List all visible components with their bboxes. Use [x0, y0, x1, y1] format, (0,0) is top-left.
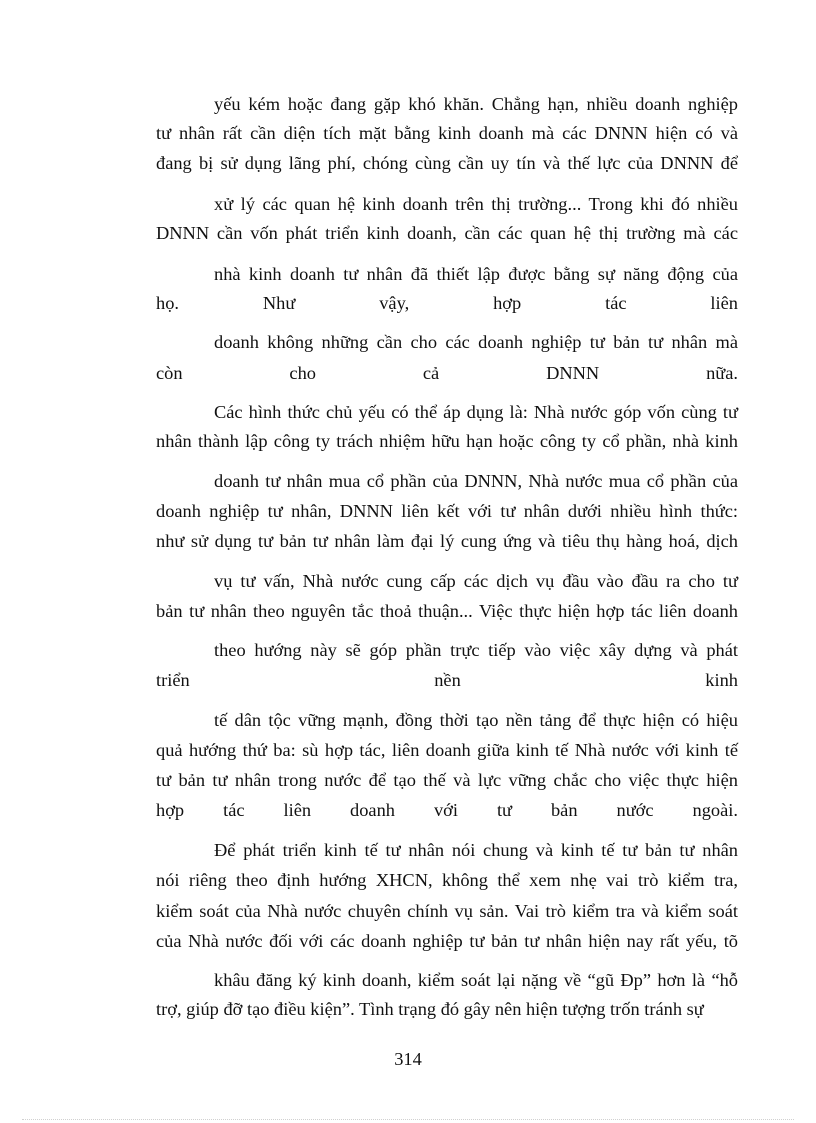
text-line: doanh nghiệp tư nhân, DNNN liên kết với tư nhân dưới nhiều hình thức:: [156, 501, 738, 521]
text-line: bản tư nhân theo nguyên tắc thoả thuận... Việc thực hiện hợp tác liên doanh: [156, 601, 738, 621]
text-line: họ. Như vậy, hợp tác liên: [156, 293, 738, 313]
text-line: tư bản tư nhân trong nước để tạo thế và lực vững chắc cho việc thực hiện: [156, 770, 738, 790]
footer-divider: [22, 1119, 794, 1120]
text-line: còn cho cả DNNN nữa.: [156, 363, 738, 383]
text-line: doanh không những cần cho các doanh nghiệp tư bản tư nhân mà: [214, 332, 738, 352]
text-line: tư nhân rất cần diện tích mặt bằng kinh doanh mà các DNNN hiện có và: [156, 123, 738, 143]
text-line: hợp tác liên doanh với tư bản nước ngoài.: [156, 800, 738, 820]
text-line: doanh tư nhân mua cổ phần của DNNN, Nhà nước mua cổ phần của: [214, 471, 738, 491]
text-line: đang bị sử dụng lãng phí, chóng cùng cần uy tín và thế lực của DNNN để: [156, 153, 738, 173]
text-line: khâu đăng ký kinh doanh, kiểm soát lại nặng về “gũ Đp” hơn là “hỗ: [214, 970, 738, 990]
text-line: kiểm soát của Nhà nước chuyên chính vụ sản. Vai trò kiểm tra và kiểm soát: [156, 901, 738, 921]
text-line: yếu kém hoặc đang gặp khó khăn. Chẳng hạn, nhiều doanh nghiệp: [214, 94, 738, 114]
text-line: DNNN cần vốn phát triển kinh doanh, cần các quan hệ thị trường mà các: [156, 223, 738, 243]
text-line: Để phát triển kinh tế tư nhân nói chung và kinh tế tư bản tư nhân: [214, 840, 738, 860]
text-line: quả hướng thứ ba: sù hợp tác, liên doanh giữa kinh tế Nhà nước với kinh tế: [156, 740, 738, 760]
text-line: trợ, giúp đỡ tạo điều kiện”. Tình trạng đó gây nên hiện tượng trốn tránh sự: [156, 999, 704, 1019]
text-line: nhân thành lập công ty trách nhiệm hữu hạn hoặc công ty cổ phần, nhà kinh: [156, 431, 738, 451]
text-line: của Nhà nước đối với các doanh nghiệp tư bản tư nhân hiện nay rất yếu, tõ: [156, 931, 738, 951]
text-line: vụ tư vấn, Nhà nước cung cấp các dịch vụ đầu vào đầu ra cho tư: [214, 571, 738, 591]
text-line: triển nền kinh: [156, 670, 738, 690]
text-line: như sử dụng tư bản tư nhân làm đại lý cung ứng và tiêu thụ hàng hoá, dịch: [156, 531, 738, 551]
text-line: tế dân tộc vững mạnh, đồng thời tạo nền tảng để thực hiện có hiệu: [214, 710, 738, 730]
text-line: nhà kinh doanh tư nhân đã thiết lập được bằng sự năng động của: [214, 264, 738, 284]
text-line: xử lý các quan hệ kinh doanh trên thị trường... Trong khi đó nhiều: [214, 194, 738, 214]
text-line: theo hướng này sẽ góp phần trực tiếp vào việc xây dựng và phát: [214, 640, 738, 660]
text-line: Các hình thức chủ yếu có thể áp dụng là: Nhà nước góp vốn cùng tư: [214, 402, 738, 422]
page-number: 314: [394, 1049, 422, 1069]
text-line: nói riêng theo định hướng XHCN, không thể xem nhẹ vai trò kiểm tra,: [156, 870, 738, 890]
